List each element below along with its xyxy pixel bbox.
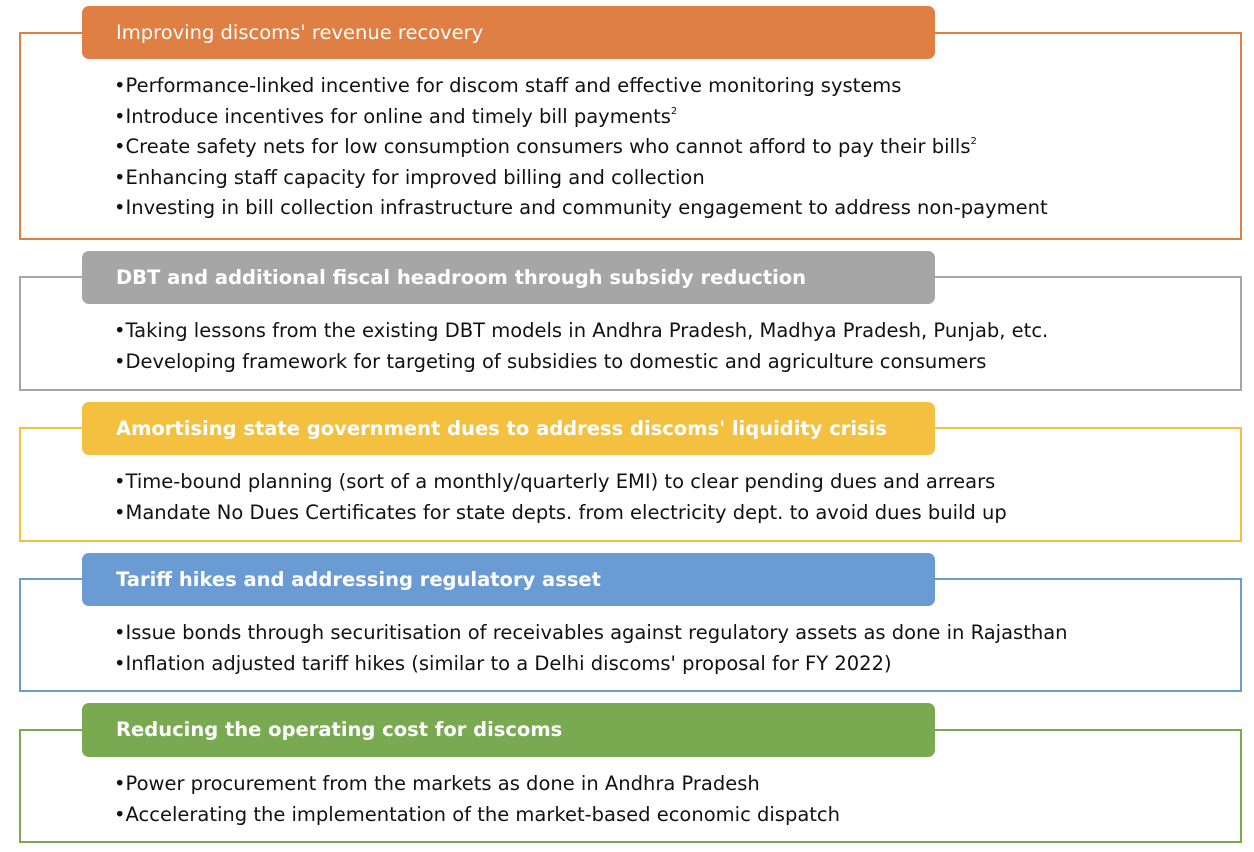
list-item: •Inflation adjusted tariff hikes (similar to a Delhi discoms' proposal for FY 2022)	[114, 651, 892, 675]
tariff-hikes-title: Tariff hikes and addressing regulatory asset	[116, 567, 601, 591]
list-item: •Enhancing staff capacity for improved billing and collection	[114, 165, 705, 189]
list-item: •Performance-linked incentive for discom staff and effective monitoring systems	[114, 74, 902, 97]
dbt-subsidy-list	[114, 316, 1048, 377]
list-item: •Taking lessons from the existing DBT models in Andhra Pradesh, Madhya Pradesh, Punjab, etc.	[114, 319, 1049, 342]
dbt-subsidy-title: DBT and additional fiscal headroom through subsidy reduction	[116, 265, 807, 289]
amortising-dues-list	[114, 467, 1007, 528]
operating-cost-title: Reducing the operating cost for discoms	[116, 718, 563, 742]
list-item: •Power procurement from the markets as done in Andhra Pradesh	[114, 772, 760, 795]
list-item: •Create safety nets for low consumption consumers who cannot afford to pay their bills$^2$	[114, 135, 977, 158]
revenue-recovery-title: Improving discoms' revenue recovery	[116, 20, 484, 44]
tariff-hikes-list	[114, 618, 1068, 679]
amortising-dues-header	[82, 402, 935, 455]
list-item: •Issue bonds through securitisation of receivables against regulatory assets as done in Rajasthan	[114, 621, 1068, 644]
list-item: •Introduce incentives for online and timely bill payments$^2$	[114, 104, 678, 128]
tariff-hikes-header	[82, 553, 935, 606]
list-item: •Developing framework for targeting of subsidies to domestic and agriculture consumers	[114, 349, 987, 373]
operating-cost-list	[114, 769, 840, 830]
list-item: •Accelerating the implementation of the market-based economic dispatch	[114, 802, 840, 826]
amortising-dues-title: Amortising state government dues to address discoms' liquidity crisis	[116, 416, 887, 440]
list-item: •Time-bound planning (sort of a monthly/quarterly EMI) to clear pending dues and arrears	[114, 470, 996, 493]
dbt-subsidy-header	[82, 251, 935, 304]
list-item: •Mandate No Dues Certificates for state depts. from electricity dept. to avoid dues build up	[114, 500, 1007, 524]
list-item: •Investing in bill collection infrastructure and community engagement to address non-payment	[114, 196, 1048, 219]
revenue-recovery-header	[82, 6, 935, 59]
revenue-recovery-list	[114, 71, 1048, 224]
operating-cost-header	[82, 703, 935, 757]
